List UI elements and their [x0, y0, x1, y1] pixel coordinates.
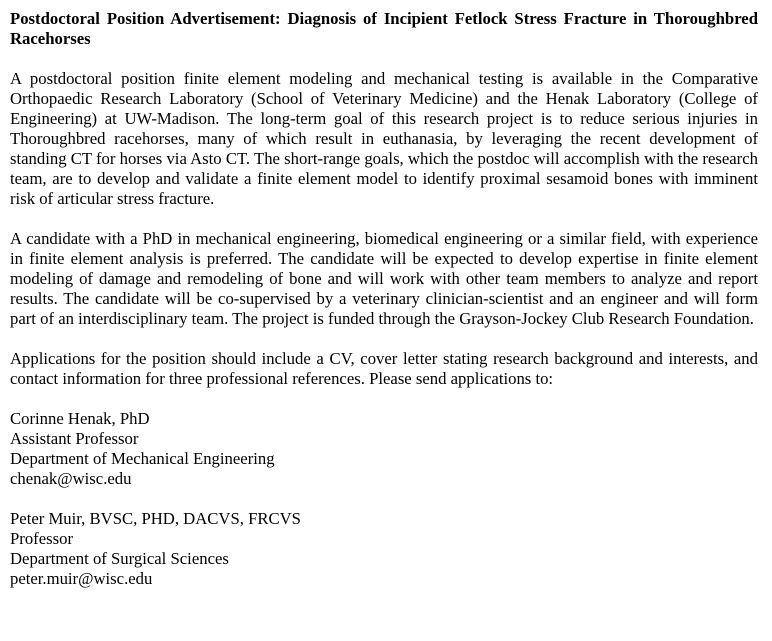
paragraph-candidate-requirements: A candidate with a PhD in mechanical engineering, biomedical engineering or a similar field, with experience in finite element analysis is preferred. The candidate will be expected to develop expertise in finite element modeling of damage and remodeling of bone and will work with other team members to analyze and report results. The candidate will be co-supervised by a veterinary clinician-scientist and an engineer and will form part of an interdisciplinary team. The project is funded through the Grayson-Jockey Club Research Foundation. — [10, 229, 758, 328]
paragraph-position-description: A postdoctoral position finite element modeling and mechanical testing is available in the Comparative Orthopaedic Research Laboratory (School of Veterinary Medicine) and the Henak Laboratory (College of Engineering) at UW-Madison. The long-term goal of this research project is to reduce serious injuries in Thoroughbred racehorses, many of which result in euthanasia, by leveraging the recent development of standing CT for horses via Asto CT. The short-range goals, which the postdoc will accomplish with the research team, are to develop and validate a finite element model to identify proximal sesamoid bones with imminent risk of articular stress fracture. — [10, 69, 758, 208]
contact-email: peter.muir@wisc.edu — [10, 569, 153, 588]
contact-department: Department of Surgical Sciences — [10, 549, 229, 568]
contact-block-muir — [10, 509, 758, 589]
paragraph-application-instructions: Applications for the position should include a CV, cover letter stating research background and interests, and contact information for three professional references. Please send applications to: — [10, 349, 758, 388]
contact-name: Peter Muir, BVSC, PHD, DACVS, FRCVS — [10, 509, 301, 528]
contact-position: Assistant Professor — [10, 429, 139, 448]
contact-position: Professor — [10, 529, 74, 548]
contact-name: Corinne Henak, PhD — [10, 409, 150, 428]
contact-department: Department of Mechanical Engineering — [10, 449, 275, 468]
document-title: Postdoctoral Position Advertisement: Diagnosis of Incipient Fetlock Stress Fracture in Thoroughbred Racehorses — [10, 9, 758, 48]
document — [10, 9, 758, 589]
contact-block-henak — [10, 409, 758, 489]
contact-email: chenak@wisc.edu — [10, 469, 132, 488]
